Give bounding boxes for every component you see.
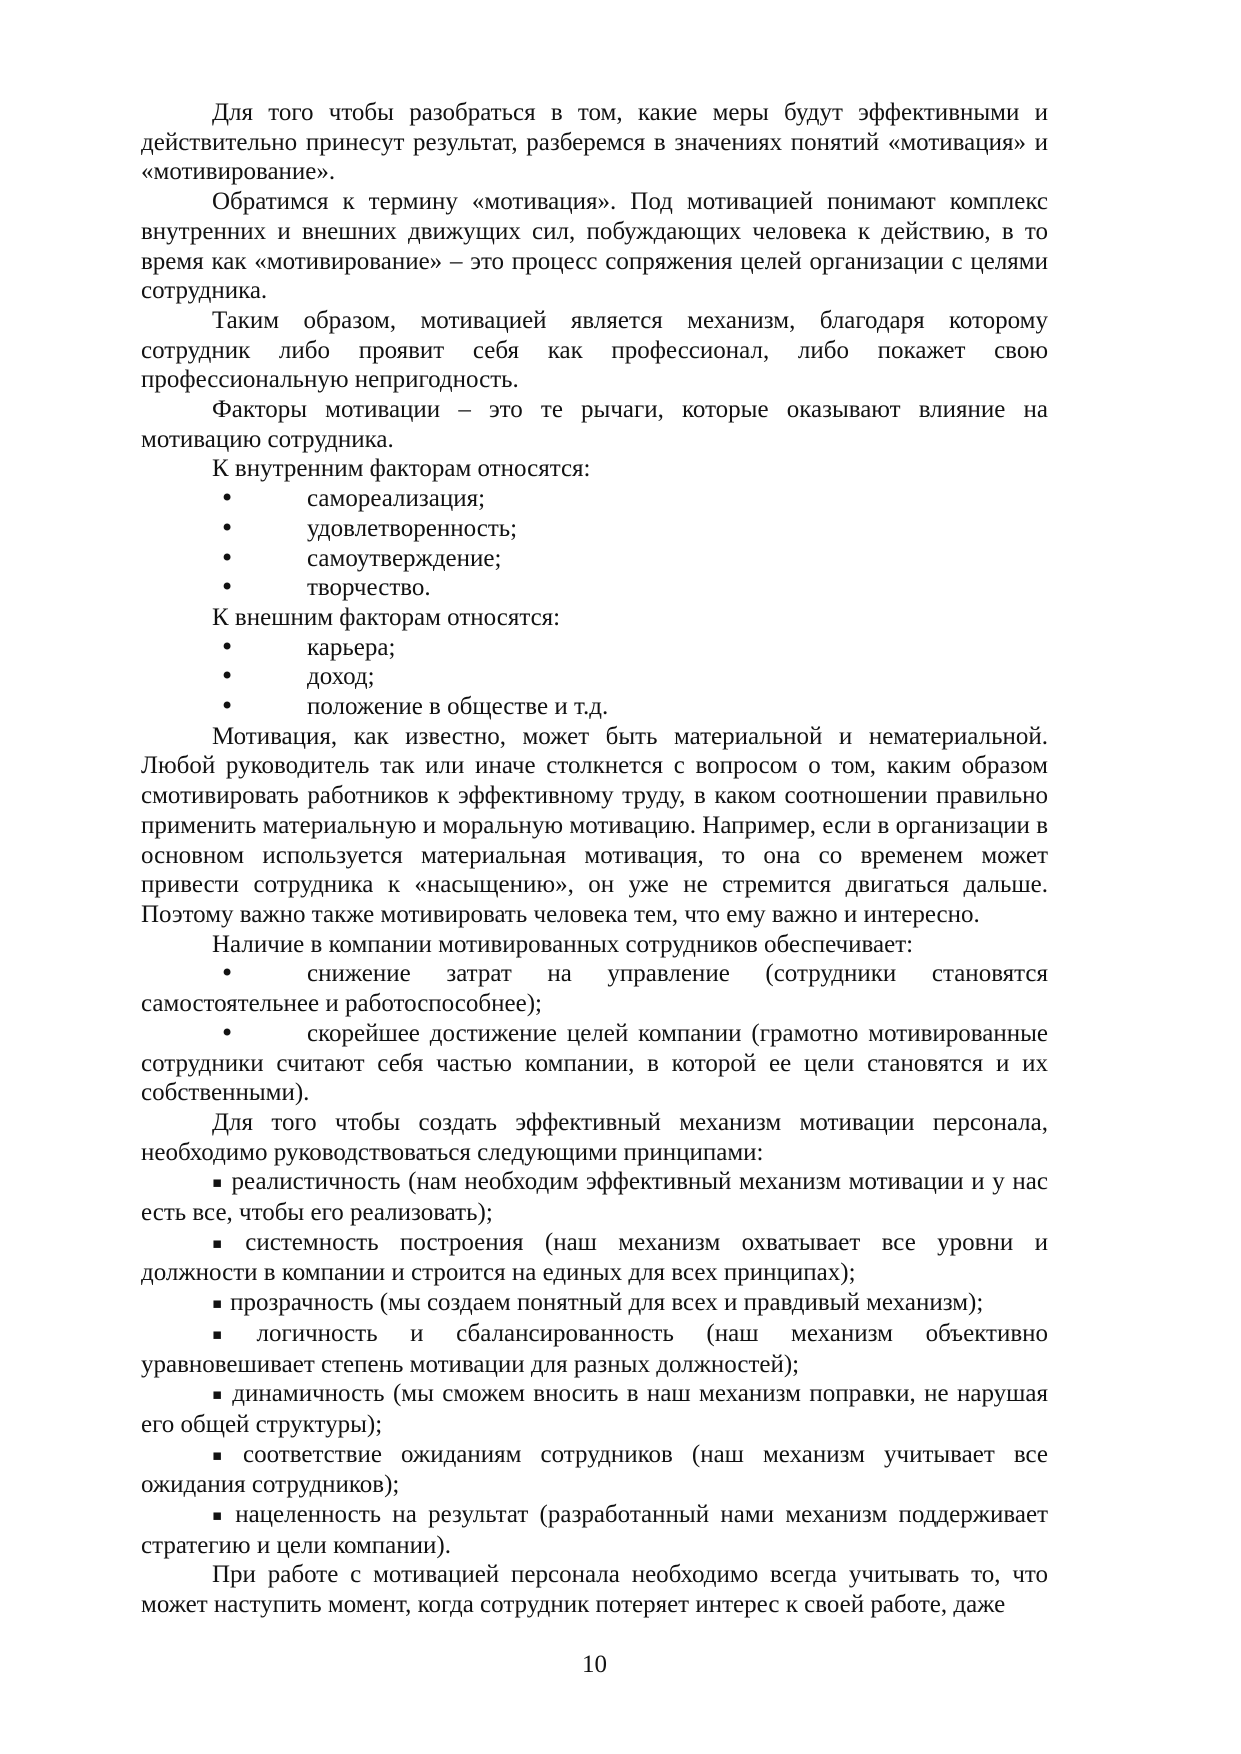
square-bullet-icon: ▪ [212,1324,249,1343]
list-item-text: логичность и сбалансированность (наш механизм объективно уравновешивает степень мотивации для разных должностей); [141,1319,1049,1378]
paragraph: Мотивация, как известно, может быть материальной и нематериальной. Любой руководитель так или иначе столкнется с вопросом о том, каким образом смотивировать работников к эффективному труду, в каком соотношении правильно применить материальную и моральную мотивацию. Например, если в организации в основном используется материальная мотивация, то она со временем может привести сотрудника к «насыщению», он уже не стремится двигаться дальше. Поэтому важно также мотивировать человека тем, что ему важно и интересно. [141,722,1048,928]
square-list-principles [141,1167,1048,1560]
bullet-icon: • [220,1018,235,1047]
list-item-text: самоутверждение; [307,544,502,572]
list-item-text: удовлетворенность; [307,514,518,542]
list-item [141,573,1048,603]
list-item-text: нацеленность на результат (разработанный нами механизм поддерживает стратегию и цели компании). [141,1501,1048,1559]
paragraph: К внутренним факторам относятся: [212,455,591,483]
paragraph: Для того чтобы создать эффективный механизм мотивации персонала, необходимо руководствоваться следующими принципами: [141,1108,1048,1166]
list-item [141,1019,1048,1108]
square-bullet-icon: ▪ [212,1506,228,1525]
list-item-text: динамичность (мы сможем вносить в наш механизм поправки, не нарушая его общей структуры); [141,1380,1049,1438]
paragraph: Таким образом, мотивацией является механизм, благодаря которому сотрудник либо проявит себя как профессионал, либо покажет свою профессиональную непригодность. [141,306,1048,394]
bullet-list-internal-factors [141,484,1048,603]
paragraph: Обратимся к термину «мотивация». Под мотивацией понимают комплекс внутренних и внешних движущих сил, побуждающих человека к действию, в то время как «мотивирование» – это процесс сопряжения целей организации с целями сотрудника. [141,188,1048,305]
paragraph: Факторы мотивации – это те рычаги, которые оказывают влияние на мотивацию сотрудника. [141,396,1048,453]
bullet-list-benefits [141,959,1048,1108]
list-item [141,1319,1048,1379]
list-item-text: доход; [307,663,375,691]
paragraph: Для того чтобы разобраться в том, какие меры будут эффективными и действительно принесут результат, разберемся в значениях понятий «мотивация» и «мотивирование». [141,99,1048,186]
list-item [141,1228,1048,1288]
list-item-text: реалистичность (нам необходим эффективный механизм мотивации и у нас есть все, чтобы его реализовать); [141,1168,1048,1227]
list-item-text: положение в обществе и т.д. [307,693,609,721]
list-item [141,1379,1048,1439]
list-item-text: системность построения (наш механизм охватывает все уровни и должности в компании и строится на единых для всех принципах); [141,1228,1048,1287]
list-item [141,633,1048,663]
list-item [141,484,1048,514]
paragraph: К внешним факторам относятся: [212,603,561,631]
list-item [141,1440,1048,1500]
square-bullet-icon: ▪ [212,1294,223,1313]
paragraph: Наличие в компании мотивированных сотрудников обеспечивает: [212,930,914,958]
list-item-text: самореализация; [307,485,486,513]
square-bullet-icon: ▪ [212,1445,235,1464]
list-item [141,514,1048,544]
bullet-icon: • [220,632,235,661]
bullet-icon: • [220,573,235,602]
list-item [141,1500,1048,1560]
list-item [141,959,1048,1018]
list-item [141,692,1048,722]
bullet-list-external-factors [141,633,1048,722]
list-item-text: соответствие ожиданиям сотрудников (наш механизм учитывает все ожидания сотрудников); [141,1440,1049,1499]
bullet-icon: • [220,484,235,513]
bullet-icon: • [220,513,235,542]
list-item-text: творчество. [307,574,431,602]
list-item-text: карьера; [307,633,396,661]
list-item [141,544,1048,574]
page-number: 10 [582,1651,607,1678]
list-item [141,1288,1048,1319]
square-bullet-icon: ▪ [212,1385,225,1404]
list-item-text: прозрачность (мы создаем понятный для всех и правдивый механизм); [230,1289,984,1317]
bullet-icon: • [220,543,235,572]
page-content [141,98,1048,1620]
list-item-text: снижение затрат на управление (сотрудники становятся самостоятельнее и работоспособнее); [141,960,1048,1018]
bullet-icon: • [220,662,235,691]
bullet-icon: • [220,959,235,988]
square-bullet-icon: ▪ [212,1173,224,1192]
square-bullet-icon: ▪ [212,1233,238,1252]
list-item [141,662,1048,692]
paragraph: При работе с мотивацией персонала необходимо всегда учитывать то, что может наступить момент, когда сотрудник потеряет интерес к своей работе, даже [141,1561,1048,1619]
list-item [141,1167,1048,1227]
bullet-icon: • [220,692,235,721]
list-item-text: скорейшее достижение целей компании (грамотно мотивированные сотрудники считают себя частью компании, в которой ее цели становятся и их собственными). [141,1019,1048,1107]
